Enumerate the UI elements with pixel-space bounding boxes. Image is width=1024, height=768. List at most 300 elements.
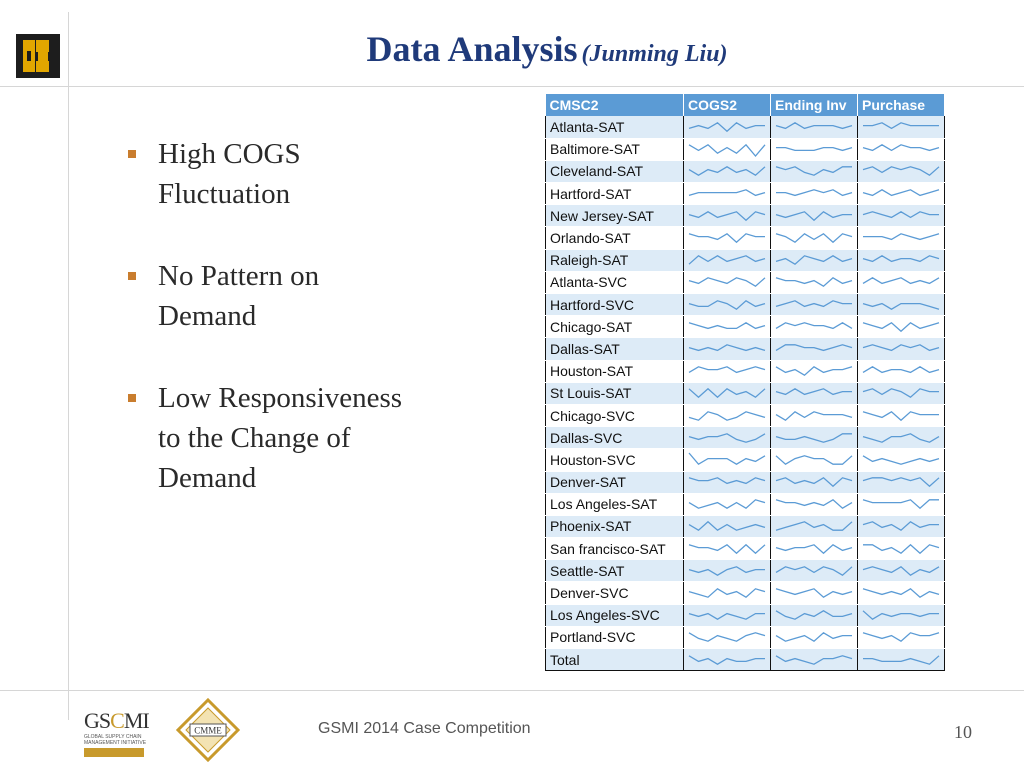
sparkline-path bbox=[863, 633, 939, 641]
sparkline bbox=[686, 251, 768, 269]
ending-inv-sparkline-cell bbox=[771, 493, 858, 515]
row-label: Baltimore-SAT bbox=[546, 138, 684, 160]
sparkline bbox=[686, 451, 768, 469]
ending-inv-sparkline-cell bbox=[771, 538, 858, 560]
sparkline bbox=[860, 251, 942, 269]
sparkline bbox=[686, 651, 768, 669]
purchase-sparkline-cell bbox=[858, 471, 945, 493]
table-row bbox=[546, 316, 945, 338]
sparkline bbox=[773, 651, 855, 669]
table-row bbox=[546, 116, 945, 138]
sparkline bbox=[773, 473, 855, 491]
bullet-item bbox=[128, 134, 498, 214]
bullet-line: No Pattern on bbox=[158, 260, 320, 292]
sparkline bbox=[773, 318, 855, 336]
sparkline-table bbox=[545, 94, 945, 671]
sparkline bbox=[686, 229, 768, 247]
cogs-sparkline-cell bbox=[684, 249, 771, 271]
purchase-sparkline-cell bbox=[858, 560, 945, 582]
sparkline-path bbox=[689, 589, 765, 597]
purchase-sparkline-cell bbox=[858, 538, 945, 560]
column-header: Ending Inv bbox=[771, 94, 858, 116]
cogs-sparkline-cell bbox=[684, 138, 771, 160]
sparkline bbox=[686, 162, 768, 180]
sparkline-path bbox=[776, 655, 852, 663]
sparkline bbox=[860, 651, 942, 669]
sparkline bbox=[773, 584, 855, 602]
cogs-sparkline-cell bbox=[684, 515, 771, 537]
purchase-sparkline-cell bbox=[858, 316, 945, 338]
bullet-square-icon bbox=[128, 150, 136, 158]
sparkline bbox=[773, 451, 855, 469]
sparkline bbox=[860, 495, 942, 513]
ending-inv-sparkline-cell bbox=[771, 338, 858, 360]
cogs-sparkline-cell bbox=[684, 649, 771, 671]
sparkline bbox=[686, 540, 768, 558]
cmme-logo-text: CMME bbox=[194, 725, 222, 736]
sparkline bbox=[860, 517, 942, 535]
sparkline-path bbox=[776, 389, 852, 395]
sparkline bbox=[773, 407, 855, 425]
table-row bbox=[546, 604, 945, 626]
sparkline bbox=[860, 628, 942, 646]
ending-inv-sparkline-cell bbox=[771, 249, 858, 271]
ending-inv-sparkline-cell bbox=[771, 515, 858, 537]
row-label: Denver-SAT bbox=[546, 471, 684, 493]
sparkline-path bbox=[863, 522, 939, 530]
row-label: St Louis-SAT bbox=[546, 382, 684, 404]
sparkline-path bbox=[776, 456, 852, 464]
table-row bbox=[546, 338, 945, 360]
sparkline-path bbox=[863, 345, 939, 351]
row-label: Raleigh-SAT bbox=[546, 249, 684, 271]
sparkline-path bbox=[863, 655, 939, 663]
sparkline bbox=[860, 384, 942, 402]
table-row bbox=[546, 404, 945, 426]
vertical-divider bbox=[68, 12, 69, 720]
sparkline bbox=[686, 517, 768, 535]
sparkline-path bbox=[863, 611, 939, 619]
sparkline bbox=[860, 207, 942, 225]
purchase-sparkline-cell bbox=[858, 338, 945, 360]
sparkline-path bbox=[689, 189, 765, 195]
sparkline bbox=[860, 429, 942, 447]
purchase-sparkline-cell bbox=[858, 493, 945, 515]
bullet-line: High COGS bbox=[158, 138, 301, 170]
sparkline bbox=[773, 606, 855, 624]
sparkline bbox=[773, 340, 855, 358]
purchase-sparkline-cell bbox=[858, 649, 945, 671]
sparkline bbox=[773, 628, 855, 646]
sparkline-path bbox=[776, 434, 852, 442]
bullet-line: to the Change of bbox=[158, 422, 351, 454]
row-label: Dallas-SAT bbox=[546, 338, 684, 360]
cogs-sparkline-cell bbox=[684, 227, 771, 249]
sparkline bbox=[686, 296, 768, 314]
k-logo-icon bbox=[16, 34, 60, 78]
purchase-sparkline-cell bbox=[858, 626, 945, 648]
ending-inv-sparkline-cell bbox=[771, 582, 858, 604]
sparkline bbox=[686, 185, 768, 203]
sparkline bbox=[860, 318, 942, 336]
sparkline bbox=[860, 229, 942, 247]
sparkline-path bbox=[863, 212, 939, 218]
cogs-sparkline-cell bbox=[684, 382, 771, 404]
table-row bbox=[546, 271, 945, 293]
cogs-sparkline-cell bbox=[684, 294, 771, 316]
bullet-line: Demand bbox=[158, 462, 257, 494]
cogs-sparkline-cell bbox=[684, 493, 771, 515]
table-row bbox=[546, 227, 945, 249]
sparkline bbox=[773, 140, 855, 158]
cogs-sparkline-cell bbox=[684, 560, 771, 582]
sparkline bbox=[686, 318, 768, 336]
ending-inv-sparkline-cell bbox=[771, 560, 858, 582]
sparkline-path bbox=[689, 478, 765, 484]
sparkline-path bbox=[689, 655, 765, 663]
sparkline bbox=[773, 562, 855, 580]
sparkline-path bbox=[863, 323, 939, 331]
sparkline-path bbox=[863, 256, 939, 262]
table-row bbox=[546, 560, 945, 582]
row-label: Los Angeles-SVC bbox=[546, 604, 684, 626]
sparkline-path bbox=[776, 189, 852, 195]
sparkline-path bbox=[863, 145, 939, 151]
ending-inv-sparkline-cell bbox=[771, 471, 858, 493]
sparkline bbox=[860, 185, 942, 203]
sparkline-path bbox=[776, 478, 852, 486]
cogs-sparkline-cell bbox=[684, 205, 771, 227]
ending-inv-sparkline-cell bbox=[771, 116, 858, 138]
sparkline-path bbox=[863, 434, 939, 442]
bullet-item bbox=[128, 378, 498, 498]
cogs-sparkline-cell bbox=[684, 183, 771, 205]
table-row bbox=[546, 294, 945, 316]
sparkline bbox=[686, 384, 768, 402]
sparkline bbox=[860, 473, 942, 491]
sparkline bbox=[773, 362, 855, 380]
sparkline-path bbox=[776, 234, 852, 242]
sparkline-path bbox=[776, 212, 852, 220]
sparkline-path bbox=[776, 345, 852, 351]
cogs-sparkline-cell bbox=[684, 271, 771, 293]
bullet-item bbox=[128, 256, 498, 336]
sparkline-path bbox=[689, 300, 765, 308]
cogs-sparkline-cell bbox=[684, 404, 771, 426]
sparkline-path bbox=[689, 145, 765, 156]
sparkline bbox=[773, 540, 855, 558]
page-title bbox=[70, 28, 1024, 70]
sparkline bbox=[773, 273, 855, 291]
sparkline-path bbox=[863, 189, 939, 195]
ending-inv-sparkline-cell bbox=[771, 604, 858, 626]
sparkline bbox=[860, 362, 942, 380]
sparkline bbox=[773, 296, 855, 314]
cmme-logo bbox=[176, 698, 240, 762]
sparkline bbox=[686, 207, 768, 225]
table-row bbox=[546, 471, 945, 493]
row-label: San francisco-SAT bbox=[546, 538, 684, 560]
sparkline bbox=[686, 118, 768, 136]
row-label: Chicago-SAT bbox=[546, 316, 684, 338]
sparkline bbox=[686, 562, 768, 580]
table-row bbox=[546, 582, 945, 604]
sparkline-path bbox=[863, 367, 939, 373]
sparkline-path bbox=[689, 234, 765, 242]
table-row bbox=[546, 138, 945, 160]
ending-inv-sparkline-cell bbox=[771, 271, 858, 293]
cogs-sparkline-cell bbox=[684, 626, 771, 648]
sparkline-path bbox=[776, 589, 852, 597]
row-label: Portland-SVC bbox=[546, 626, 684, 648]
sparkline-path bbox=[689, 212, 765, 220]
sparkline-path bbox=[689, 123, 765, 131]
row-label: Total bbox=[546, 649, 684, 671]
row-label: Orlando-SAT bbox=[546, 227, 684, 249]
sparkline bbox=[686, 495, 768, 513]
sparkline bbox=[686, 273, 768, 291]
sparkline bbox=[686, 340, 768, 358]
sparkline-path bbox=[689, 167, 765, 175]
bullet-line: Demand bbox=[158, 300, 257, 332]
purchase-sparkline-cell bbox=[858, 404, 945, 426]
purchase-sparkline-cell bbox=[858, 582, 945, 604]
sparkline-path bbox=[776, 123, 852, 129]
cogs-sparkline-cell bbox=[684, 538, 771, 560]
purchase-sparkline-cell bbox=[858, 116, 945, 138]
purchase-sparkline-cell bbox=[858, 138, 945, 160]
sparkline-path bbox=[776, 544, 852, 552]
sparkline-path bbox=[689, 500, 765, 508]
table-row bbox=[546, 649, 945, 671]
sparkline-path bbox=[689, 367, 765, 373]
table-row bbox=[546, 427, 945, 449]
footer-logos bbox=[84, 696, 264, 762]
ending-inv-sparkline-cell bbox=[771, 626, 858, 648]
table-row bbox=[546, 160, 945, 182]
title-author: (Junming Liu) bbox=[581, 41, 728, 67]
sparkline bbox=[860, 296, 942, 314]
column-header: COGS2 bbox=[684, 94, 771, 116]
row-label: Houston-SVC bbox=[546, 449, 684, 471]
sparkline-path bbox=[776, 611, 852, 619]
cogs-sparkline-cell bbox=[684, 316, 771, 338]
row-label: New Jersey-SAT bbox=[546, 205, 684, 227]
ending-inv-sparkline-cell bbox=[771, 294, 858, 316]
sparkline bbox=[860, 584, 942, 602]
row-label: Houston-SAT bbox=[546, 360, 684, 382]
sparkline-path bbox=[776, 278, 852, 286]
gscmi-logo-name: GSCMI bbox=[84, 708, 149, 733]
purchase-sparkline-cell bbox=[858, 249, 945, 271]
purchase-sparkline-cell bbox=[858, 515, 945, 537]
sparkline bbox=[860, 540, 942, 558]
row-label: Atlanta-SVC bbox=[546, 271, 684, 293]
ending-inv-sparkline-cell bbox=[771, 427, 858, 449]
purchase-sparkline-cell bbox=[858, 160, 945, 182]
sparkline-path bbox=[776, 411, 852, 419]
sparkline-path bbox=[689, 567, 765, 575]
sparkline-path bbox=[689, 278, 765, 286]
sparkline-path bbox=[863, 500, 939, 508]
table-row bbox=[546, 538, 945, 560]
ending-inv-sparkline-cell bbox=[771, 404, 858, 426]
footer-divider bbox=[0, 690, 1024, 691]
k-logo bbox=[16, 34, 60, 78]
sparkline-path bbox=[689, 323, 765, 329]
header-divider bbox=[0, 86, 1024, 87]
table-row bbox=[546, 515, 945, 537]
gscmi-logo-text: GLOBAL SUPPLY CHAIN bbox=[84, 734, 142, 740]
sparkline-path bbox=[776, 522, 852, 530]
sparkline bbox=[773, 229, 855, 247]
ending-inv-sparkline-cell bbox=[771, 138, 858, 160]
sparkline-path bbox=[689, 345, 765, 351]
title-main: Data Analysis bbox=[366, 29, 578, 69]
ending-inv-sparkline-cell bbox=[771, 649, 858, 671]
sparkline-path bbox=[776, 256, 852, 264]
sparkline bbox=[773, 495, 855, 513]
sparkline-path bbox=[776, 633, 852, 641]
sparkline-path bbox=[689, 389, 765, 397]
row-label: Hartford-SAT bbox=[546, 183, 684, 205]
footer-text: GSMI 2014 Case Competition bbox=[318, 720, 531, 737]
sparkline-path bbox=[689, 453, 765, 464]
sparkline bbox=[773, 384, 855, 402]
purchase-sparkline-cell bbox=[858, 604, 945, 626]
ending-inv-sparkline-cell bbox=[771, 227, 858, 249]
table-row bbox=[546, 382, 945, 404]
sparkline-path bbox=[776, 500, 852, 508]
purchase-sparkline-cell bbox=[858, 227, 945, 249]
sparkline bbox=[686, 429, 768, 447]
cogs-sparkline-cell bbox=[684, 471, 771, 493]
sparkline-path bbox=[776, 148, 852, 151]
sparkline-path bbox=[863, 589, 939, 597]
sparkline-path bbox=[776, 567, 852, 575]
sparkline bbox=[860, 606, 942, 624]
sparkline bbox=[773, 251, 855, 269]
gscmi-icons-strip bbox=[84, 748, 144, 757]
cogs-sparkline-cell bbox=[684, 582, 771, 604]
ending-inv-sparkline-cell bbox=[771, 382, 858, 404]
purchase-sparkline-cell bbox=[858, 183, 945, 205]
column-header: CMSC2 bbox=[546, 94, 684, 116]
sparkline bbox=[860, 118, 942, 136]
sparkline-path bbox=[776, 300, 852, 306]
row-label: Cleveland-SAT bbox=[546, 160, 684, 182]
sparkline-path bbox=[776, 323, 852, 329]
purchase-sparkline-cell bbox=[858, 294, 945, 316]
row-label: Chicago-SVC bbox=[546, 404, 684, 426]
sparkline bbox=[686, 473, 768, 491]
sparkline bbox=[773, 517, 855, 535]
row-label: Dallas-SVC bbox=[546, 427, 684, 449]
sparkline bbox=[773, 207, 855, 225]
sparkline-path bbox=[776, 367, 852, 375]
sparkline bbox=[686, 140, 768, 158]
sparkline-path bbox=[689, 614, 765, 620]
sparkline bbox=[860, 340, 942, 358]
table-row bbox=[546, 249, 945, 271]
ending-inv-sparkline-cell bbox=[771, 360, 858, 382]
table-body bbox=[546, 116, 945, 671]
table-row bbox=[546, 205, 945, 227]
ending-inv-sparkline-cell bbox=[771, 160, 858, 182]
sparkline-path bbox=[863, 123, 939, 129]
purchase-sparkline-cell bbox=[858, 382, 945, 404]
bullet-square-icon bbox=[128, 272, 136, 280]
table-row bbox=[546, 360, 945, 382]
sparkline-path bbox=[863, 234, 939, 240]
ending-inv-sparkline-cell bbox=[771, 449, 858, 471]
sparkline bbox=[860, 451, 942, 469]
sparkline-path bbox=[863, 303, 939, 309]
sparkline bbox=[860, 562, 942, 580]
table-row bbox=[546, 449, 945, 471]
sparkline bbox=[773, 429, 855, 447]
sparkline bbox=[773, 118, 855, 136]
table-row bbox=[546, 626, 945, 648]
sparkline-path bbox=[689, 411, 765, 419]
sparkline-path bbox=[689, 633, 765, 641]
sparkline-path bbox=[689, 434, 765, 442]
sparkline-path bbox=[863, 478, 939, 486]
purchase-sparkline-cell bbox=[858, 205, 945, 227]
sparkline bbox=[686, 362, 768, 380]
sparkline-path bbox=[863, 167, 939, 175]
table-row bbox=[546, 493, 945, 515]
cogs-sparkline-cell bbox=[684, 449, 771, 471]
cogs-sparkline-cell bbox=[684, 116, 771, 138]
cogs-sparkline-cell bbox=[684, 160, 771, 182]
ending-inv-sparkline-cell bbox=[771, 316, 858, 338]
sparkline-path bbox=[863, 411, 939, 419]
sparkline-path bbox=[863, 567, 939, 575]
page-number: 10 bbox=[954, 722, 972, 742]
sparkline-path bbox=[863, 389, 939, 397]
ending-inv-sparkline-cell bbox=[771, 183, 858, 205]
row-label: Atlanta-SAT bbox=[546, 116, 684, 138]
sparkline-path bbox=[689, 544, 765, 552]
sparkline bbox=[686, 407, 768, 425]
sparkline bbox=[773, 185, 855, 203]
sparkline-path bbox=[776, 167, 852, 175]
row-label: Los Angeles-SAT bbox=[546, 493, 684, 515]
sparkline-path bbox=[863, 456, 939, 464]
sparkline bbox=[860, 162, 942, 180]
sparkline bbox=[860, 140, 942, 158]
table-header-row bbox=[546, 94, 945, 116]
row-label: Hartford-SVC bbox=[546, 294, 684, 316]
sparkline bbox=[860, 407, 942, 425]
sparkline-path bbox=[863, 278, 939, 284]
row-label: Phoenix-SAT bbox=[546, 515, 684, 537]
bullet-line: Fluctuation bbox=[158, 178, 291, 210]
gscmi-logo-text: MANAGEMENT INITIATIVE bbox=[84, 740, 147, 746]
sparkline-path bbox=[689, 256, 765, 264]
bullet-square-icon bbox=[128, 394, 136, 402]
bullet-line: Low Responsiveness bbox=[158, 382, 403, 414]
bullet-list bbox=[128, 134, 498, 540]
cogs-sparkline-cell bbox=[684, 427, 771, 449]
sparkline bbox=[686, 584, 768, 602]
sparkline bbox=[686, 628, 768, 646]
cogs-sparkline-cell bbox=[684, 360, 771, 382]
purchase-sparkline-cell bbox=[858, 271, 945, 293]
sparkline bbox=[773, 162, 855, 180]
table-row bbox=[546, 183, 945, 205]
